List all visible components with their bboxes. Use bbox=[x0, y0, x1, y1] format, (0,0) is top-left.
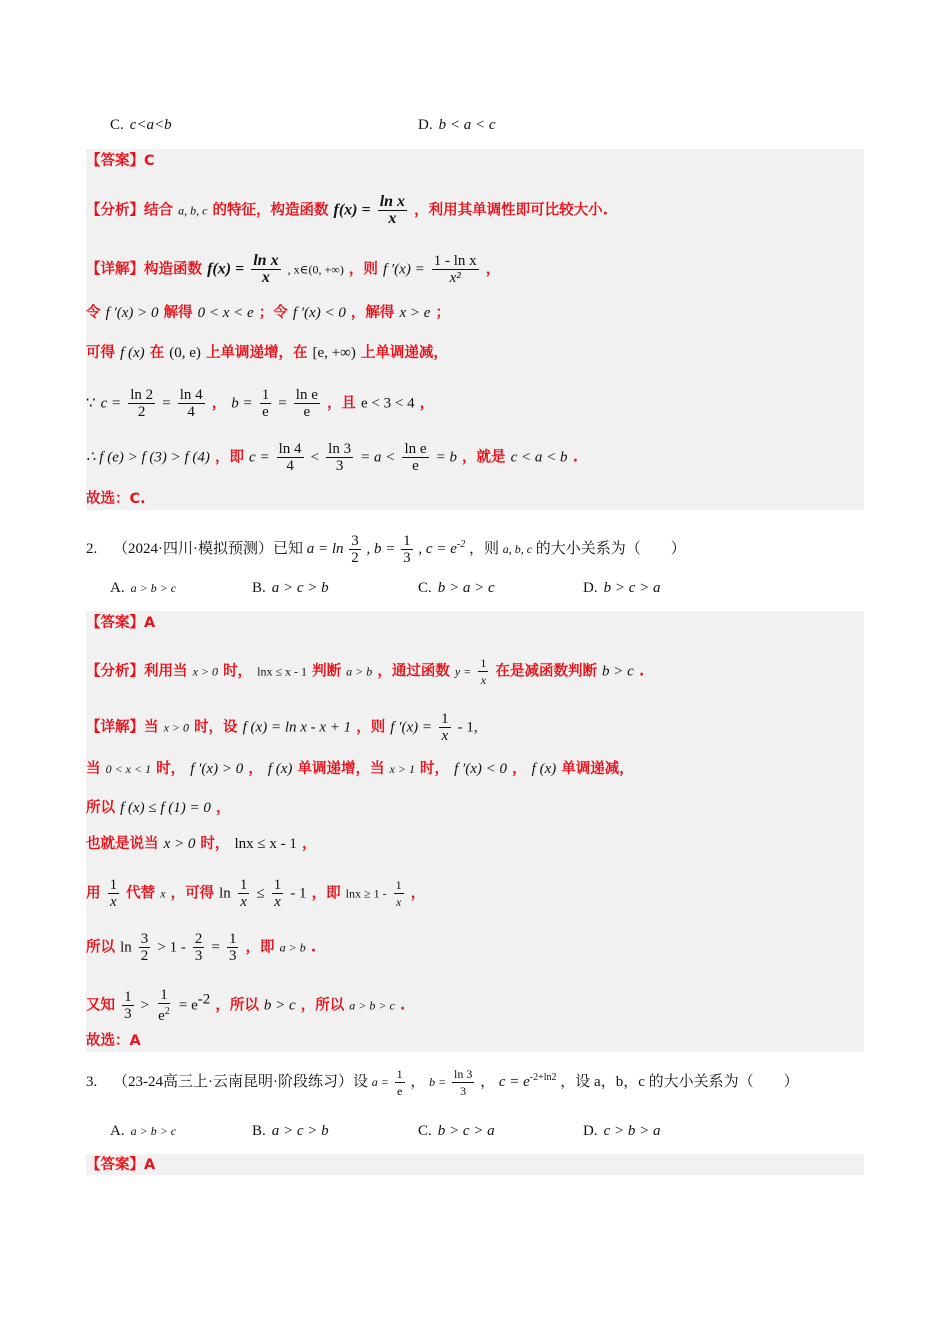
q2-option-a[interactable]: A. a > b > c bbox=[110, 580, 177, 596]
q1-solution-box bbox=[86, 149, 864, 510]
q2-also2-line: 又知 $\frac{1}{3}$ > $\frac{1}{e^2}$ = $e^{-2}$ ，所以 b > c ，所以 a > b > c . bbox=[86, 987, 406, 1024]
q2-answer: 【答案】A bbox=[86, 615, 156, 631]
q3-option-b[interactable]: B. a > c > b bbox=[252, 1123, 329, 1139]
q2-option-c[interactable]: C. b > a > c bbox=[418, 580, 495, 596]
q1-therefore-line: ∴ f (e) > f (3) > f (4) ，即 c = $\frac{\ln 4}{4}$ < $\frac{\ln 3}{3}$ = a < $\frac{\text{ln e}}{e}$ = b ，就是 c < a < b . bbox=[86, 441, 579, 474]
q1-option-c: C. c<a<b bbox=[110, 117, 172, 133]
q1-answer: 【答案】C bbox=[86, 153, 155, 169]
q1-monotonic-line: 可得 f (x) 在 (0, e) 上单调递增，在 [e, +∞) 上单调递减， bbox=[86, 345, 448, 361]
q2-detail: 【详解】当 x > 0 时，设 f (x) = ln x - x + 1 ，则 f ′(x) = $\frac{1}{x}$ - 1, bbox=[86, 711, 478, 744]
q3-option-a[interactable]: A. a > b > c bbox=[110, 1123, 177, 1139]
q2-also-line: 也就是说当 x > 0 时， lnx ≤ x - 1 ， bbox=[86, 836, 317, 852]
q3-option-c[interactable]: C. b > c > a bbox=[418, 1123, 495, 1139]
q3-answer: 【答案】A bbox=[86, 1157, 156, 1173]
q2-when-line: 当 0 < x < 1 时， f ′(x) > 0 ， f (x) 单调递增，当 x > 1 时， f ′(x) < 0 ， f (x) 单调递减， bbox=[86, 761, 634, 777]
q3-solution-box bbox=[86, 1154, 864, 1175]
q1-detail: 【详解】构造函数 f(x) = $\frac{\text{ln x}}{x}$ , x∈(0, +∞) ，则 f ′(x) = $\frac{\text{1 - ln x}}{\text{x²}}$ ， bbox=[86, 252, 501, 286]
q1-choose: 故选：C. bbox=[86, 491, 146, 507]
q2-option-d[interactable]: D. b > c > a bbox=[583, 580, 661, 596]
q1-let-line: 令 f ′(x) > 0 解得 0 < x < e ；令 f ′(x) < 0 ，解得 x > e ； bbox=[86, 305, 450, 321]
q2-question: 2. （2024·四川·模拟预测）已知 a = ln $\frac{3}{2}$ , b = $\frac{1}{3}$ , $c = e^{-2}$ ，则 a, b, c 的大小关系为（ ） bbox=[86, 533, 686, 566]
q1-options bbox=[110, 117, 810, 139]
q2-analysis: 【分析】利用当 x > 0 时， lnx ≤ x - 1 判断 a > b ，通过函数 y = $\frac{1}{x}$ 在是减函数判断 b > c . bbox=[86, 656, 645, 687]
q1-option-d: D. b < a < c bbox=[418, 117, 496, 133]
q3-option-d[interactable]: D. c > b > a bbox=[583, 1123, 661, 1139]
q2-sothat-line: 所以 f (x) ≤ f (1) = 0 ， bbox=[86, 800, 231, 816]
q3-options bbox=[110, 1123, 810, 1145]
q2-solution-box bbox=[86, 611, 864, 1052]
q2-options bbox=[110, 580, 810, 602]
q3-question: 3. （23-24高三上·云南昆明·阶段练习）设 a = $\frac{1}{e}$ ， b = $\frac{\ln 3}{3}$ ， $c = e^{-2+ln2}$ ，设 a，b，c 的大小关系为（ ） bbox=[86, 1067, 799, 1098]
q1-analysis: 【分析】结合 a, b, c 的特征，构造函数 f(x) = $\frac{\text{ln x}}{x}$ ，利用其单调性即可比较大小. bbox=[86, 193, 609, 227]
q2-choose: 故选：A bbox=[86, 1033, 141, 1049]
q2-so2-line: 所以 ln $\frac{3}{2}$ > 1 - $\frac{2}{3}$ = $\frac{1}{3}$ ，即 a > b . bbox=[86, 931, 317, 964]
q1-because-line: ∵ c = $\frac{\ln 2}{2}$ = $\frac{\ln 4}{4}$ ， b = $\frac{1}{e}$ = $\frac{\text{ln e}}{e}$ ，且 e < 3 < 4 ， bbox=[86, 387, 435, 420]
q2-option-b[interactable]: B. a > c > b bbox=[252, 580, 329, 596]
q2-use-line: 用 $\frac{1}{x}$ 代替 x ，可得 ln $\frac{1}{x}$ ≤ $\frac{1}{x}$ - 1 ，即 lnx ≥ 1 - $\frac{1}{x}$ ， bbox=[86, 877, 426, 910]
